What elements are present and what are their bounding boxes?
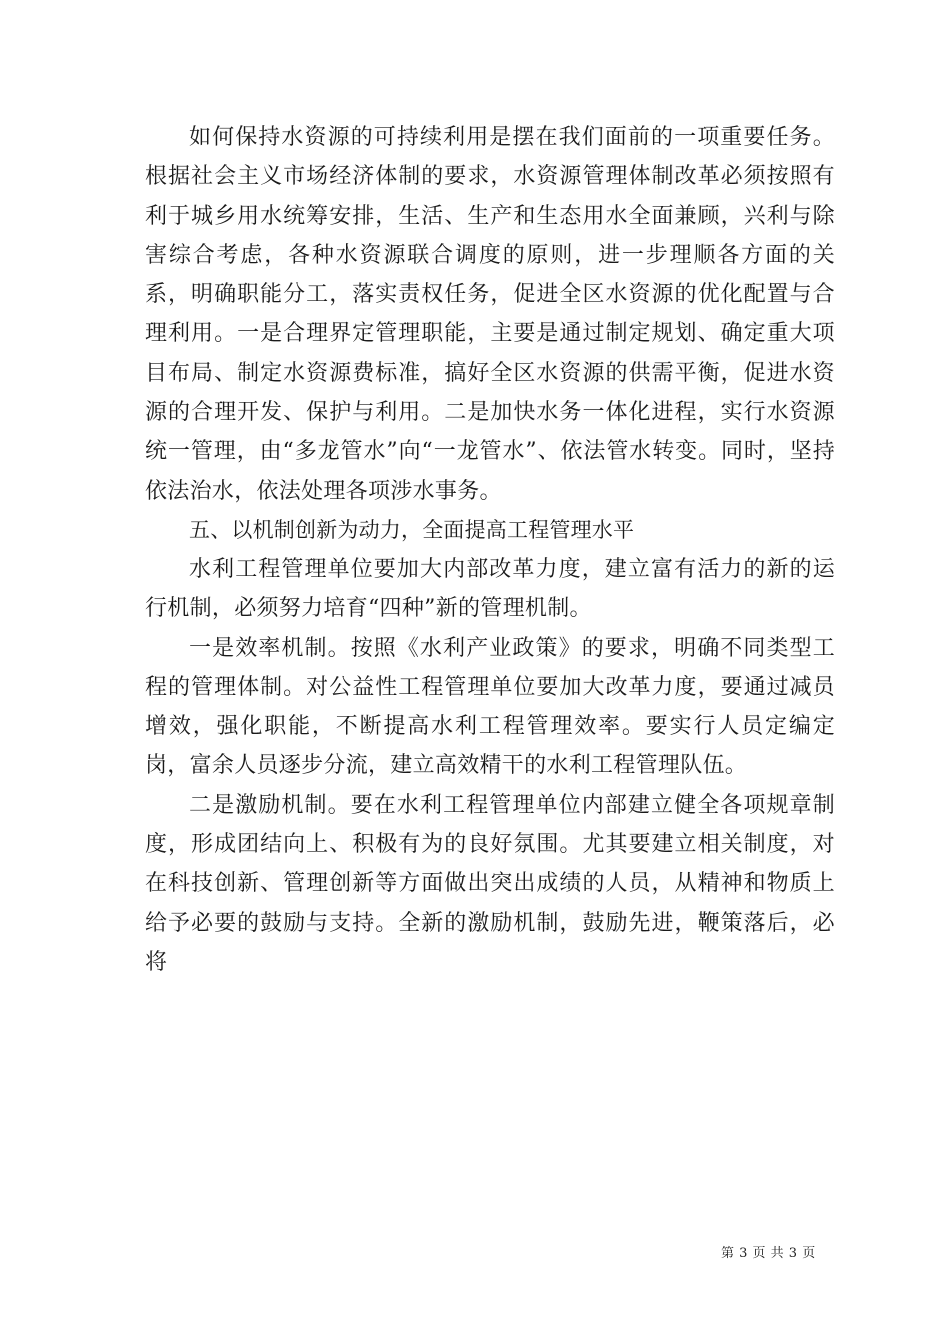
paragraph-incentive-mechanism: 二是激励机制。要在水利工程管理单位内部建立健全各项规章制度，形成团结向上、积极有为的良好氛围。尤其要建立相关制度，对在科技创新、管理创新等方面做出突出成绩的人员，从精神和物质上给予必要的鼓励与支持。全新的激励机制，鼓励先进，鞭策落后，必将 <box>145 792 835 975</box>
document-body <box>145 118 835 982</box>
paragraph-water-resources: 如何保持水资源的可持续利用是摆在我们面前的一项重要任务。根据社会主义市场经济体制的要求，水资源管理体制改革必须按照有利于城乡用水统筹安排，生活、生产和生态用水全面兼顾，兴利与除害综合考虑，各种水资源联合调度的原则，进一步理顺各方面的关系，明确职能分工，落实责权任务，促进全区水资源的优化配置与合理利用。一是合理界定管理职能，主要是通过制定规划、确定重大项目布局、制定水资源费标准，搞好全区水资源的供需平衡，促进水资源的合理开发、保护与利用。二是加快水务一体化进程，实行水资源统一管理，由“多龙管水”向“一龙管水”、依法管水转变。同时，坚持依法治水，依法处理各项涉水事务。 <box>145 125 835 504</box>
section-heading: 五、以机制创新为动力，全面提高工程管理水平 <box>189 517 635 542</box>
page-number: 第 3 页 共 3 页 <box>721 1246 816 1261</box>
paragraph-management-units: 水利工程管理单位要加大内部改革力度，建立富有活力的新的运行机制，必须努力培育“四种”新的管理机制。 <box>145 556 835 622</box>
paragraph-efficiency-mechanism: 一是效率机制。按照《水利产业政策》的要求，明确不同类型工程的管理体制。对公益性工程管理单位要加大改革力度，要通过减员增效，强化职能，不断提高水利工程管理效率。要实行人员定编定岗，富余人员逐步分流，建立高效精干的水利工程管理队伍。 <box>145 635 835 779</box>
